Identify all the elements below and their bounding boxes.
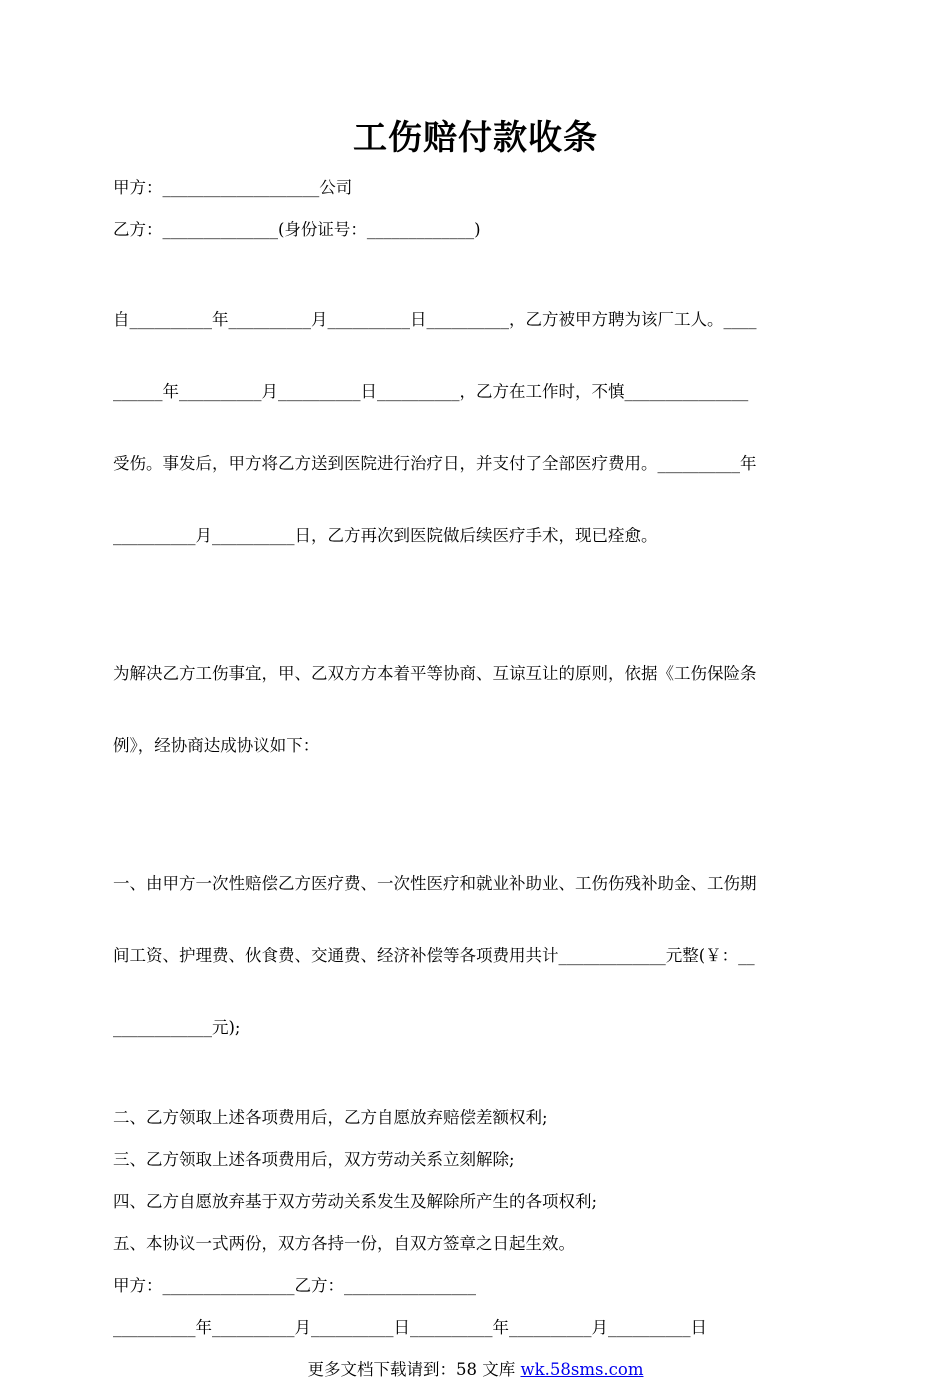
facts-line: __________月__________日，乙方再次到医院做后续医疗手术，现已痊愈。: [113, 526, 658, 545]
clause-2: 二、乙方领取上述各项费用后，乙方自愿放弃赔偿差额权利;: [113, 1108, 548, 1127]
facts-line: 受伤。事发后，甲方将乙方送到医院进行治疗日，并支付了全部医疗费用。__________年: [113, 454, 757, 473]
intro-line: 例》，经协商达成协议如下：: [113, 736, 320, 755]
date-line: __________年__________月__________日__________年__________月__________日: [113, 1318, 707, 1337]
facts-line: 自__________年__________月__________日__________，乙方被甲方聘为该厂工人。____: [113, 310, 757, 329]
signature-line: 甲方：________________乙方：________________: [113, 1276, 476, 1295]
footer-prefix: 更多文档下载请到：58 文库: [307, 1360, 521, 1379]
document-page: [113, 110, 838, 1382]
clause-1-line: 间工资、护理费、伙食费、交通费、经济补偿等各项费用共计_____________元整(￥：__: [113, 946, 755, 965]
facts-line: ______年__________月__________日__________，乙方在工作时，不慎_______________: [113, 382, 749, 401]
footer-link[interactable]: wk.58sms.com: [520, 1360, 644, 1379]
clause-1-line: 一、由甲方一次性赔偿乙方医疗费、一次性医疗和就业补助业、工伤伤残补助金、工伤期: [113, 874, 757, 893]
footer: [113, 1358, 838, 1382]
clause-1-line: ____________元);: [113, 1018, 241, 1037]
clause-5: 五、本协议一式两份，双方各持一份，自双方签章之日起生效。: [113, 1234, 575, 1253]
intro-paragraph: [113, 614, 838, 806]
clause-3: 三、乙方领取上述各项费用后，双方劳动关系立刻解除;: [113, 1150, 515, 1169]
clause-4: 四、乙方自愿放弃基于双方劳动关系发生及解除所产生的各项权利;: [113, 1192, 598, 1211]
party-a-line: 甲方：___________________公司: [113, 178, 353, 197]
facts-paragraph: [113, 260, 838, 596]
party-b-line: 乙方：______________(身份证号：_____________): [113, 220, 481, 239]
intro-line: 为解决乙方工伤事宜，甲、乙双方方本着平等协商、互谅互让的原则，依据《工伤保险条: [113, 664, 757, 683]
document-title: 工伤赔付款收条: [353, 118, 598, 158]
clause-1: [113, 824, 838, 1088]
